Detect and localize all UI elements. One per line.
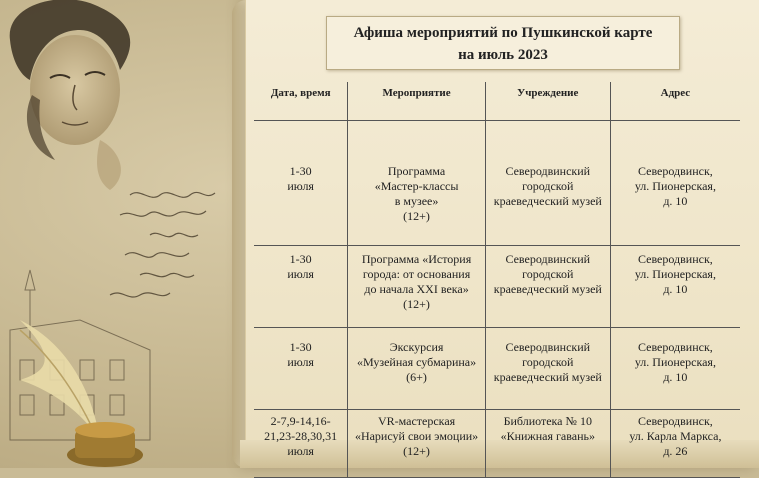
cell-event: Программа «Мастер-классы в музее» (12+) — [348, 121, 485, 246]
table-row — [254, 246, 740, 328]
header-venue: Учреждение — [485, 82, 610, 121]
cell-venue: Библиотека № 10 «Книжная гавань» — [485, 410, 610, 478]
table-row — [254, 121, 740, 246]
events-table — [254, 82, 740, 478]
cell-date: 1-30 июля — [254, 328, 348, 410]
table-row — [254, 410, 740, 478]
cell-address: Северодвинск, ул. Пионерская, д. 10 — [610, 121, 740, 246]
pushkin-artwork-illustration — [0, 0, 250, 468]
title-line-1: Афиша мероприятий по Пушкинской карте — [353, 25, 653, 41]
header-date: Дата, время — [254, 82, 348, 121]
cell-event: VR-мастерская «Нарисуй свои эмоции» (12+) — [348, 410, 485, 478]
cell-date: 1-30 июля — [254, 121, 348, 246]
cell-event: Экскурсия «Музейная субмарина» (6+) — [348, 328, 485, 410]
table-header-row — [254, 82, 740, 121]
cell-address: Северодвинск, ул. Пионерская, д. 10 — [610, 246, 740, 328]
cell-address: Северодвинск, ул. Карла Маркса, д. 26 — [610, 410, 740, 478]
page-title — [326, 16, 680, 70]
cell-venue: Северодвинский городской краеведческий музей — [485, 328, 610, 410]
cell-address: Северодвинск, ул. Пионерская, д. 10 — [610, 328, 740, 410]
cell-event: Программа «История города: от основания до начала XXI века» (12+) — [348, 246, 485, 328]
table-row — [254, 328, 740, 410]
cell-venue: Северодвинский городской краеведческий музей — [485, 246, 610, 328]
title-line-2: на июль 2023 — [458, 47, 548, 63]
cell-date: 2-7,9-14,16- 21,23-28,30,31 июля — [254, 410, 348, 478]
header-event: Мероприятие — [348, 82, 485, 121]
cell-venue: Северодвинский городской краеведческий музей — [485, 121, 610, 246]
header-address: Адрес — [610, 82, 740, 121]
cell-date: 1-30 июля — [254, 246, 348, 328]
